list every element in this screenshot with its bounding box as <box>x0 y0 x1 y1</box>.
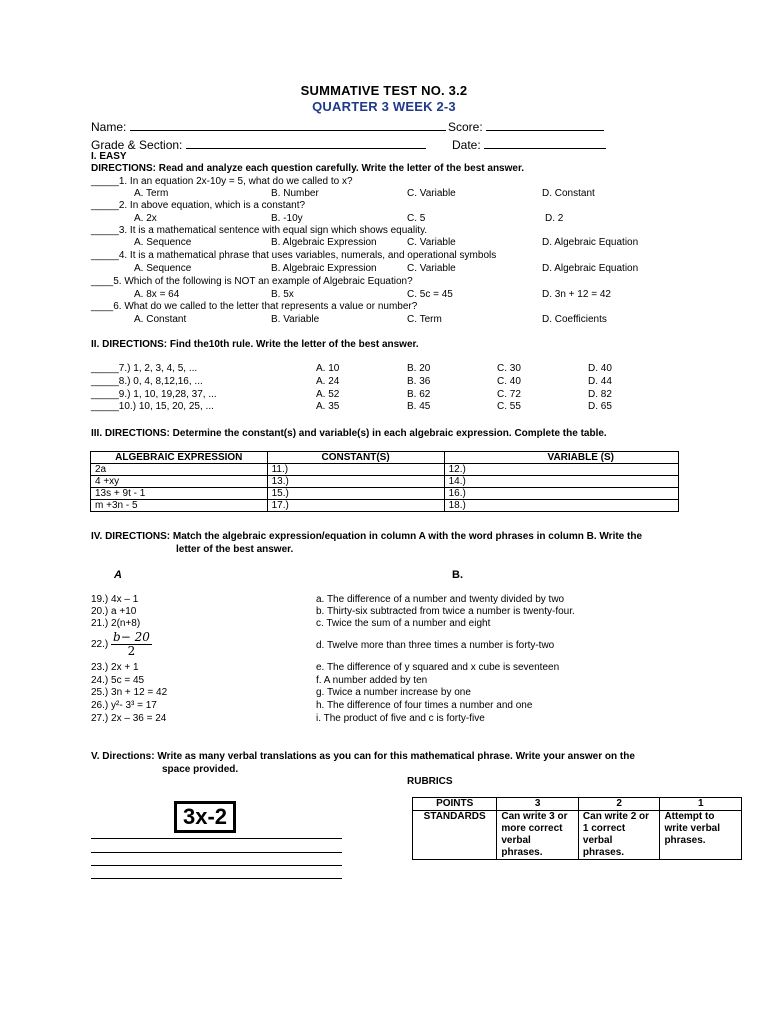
rubric-line: verbal phrases. <box>501 835 543 858</box>
sequence-question: _____7.) 1, 2, 3, 4, 5, ... <box>91 363 198 374</box>
choice-b: B. Algebraic Expression <box>271 237 377 248</box>
rubric-row <box>413 811 742 860</box>
constant-cell[interactable]: 13.) <box>267 476 444 488</box>
match-item-b: i. The product of five and c is forty-five <box>316 713 485 724</box>
choice-a: A. 8x = 64 <box>134 289 180 300</box>
date-row <box>452 137 606 152</box>
question-text: 2. In above equation, which is a constant? <box>118 200 306 211</box>
answer-blank[interactable]: _____ <box>91 225 119 236</box>
rubric-line: write verbal <box>664 823 721 834</box>
rubric-header: 3 <box>497 798 579 811</box>
choice-b: B. -10y <box>271 213 303 224</box>
part4-directions: IV. DIRECTIONS: Match the algebraic expression/equation in column A with the word phrases in column B. Write the <box>91 531 643 542</box>
match-item-a: 24.) 5c = 45 <box>91 675 145 686</box>
rubrics-label: RUBRICS <box>407 776 453 787</box>
score-label: Score: <box>448 120 483 134</box>
answer-blank[interactable]: _____ <box>91 250 119 261</box>
answer-line[interactable] <box>91 878 342 879</box>
choice-a: A. Constant <box>134 314 187 325</box>
variable-cell[interactable]: 12.) <box>444 464 678 476</box>
choice-c: C. 72 <box>497 389 521 400</box>
name-line[interactable] <box>130 119 446 131</box>
rubric-header-row <box>413 798 742 811</box>
part2-directions: II. DIRECTIONS: Find the10th rule. Write the letter of the best answer. <box>91 339 419 350</box>
rubric-line: Can write 2 or <box>582 811 650 822</box>
choice-d: D. 65 <box>588 401 612 412</box>
choice-a: A. 35 <box>316 401 340 412</box>
choice-b: B. 36 <box>407 376 431 387</box>
choice-a: A. 52 <box>316 389 340 400</box>
rubric-cell <box>497 811 579 860</box>
rubric-header: POINTS <box>413 798 497 811</box>
match-item-a: 21.) 2(n+8) <box>91 618 141 629</box>
name-row <box>91 119 446 134</box>
fraction-numerator: b− 20 <box>113 629 150 644</box>
rubric-header: 1 <box>660 798 742 811</box>
column-header: VARIABLE (S) <box>444 452 678 464</box>
match-item-b: g. Twice a number increase by one <box>316 687 471 698</box>
choice-a: A. Term <box>134 188 169 199</box>
question-5 <box>91 276 413 288</box>
answer-blank[interactable]: _____ <box>91 176 119 187</box>
variable-cell[interactable]: 14.) <box>444 476 678 488</box>
variable-cell[interactable]: 18.) <box>444 500 678 512</box>
choice-c: C. 55 <box>497 401 521 412</box>
choice-a: A. Sequence <box>134 263 192 274</box>
expression-cell: m +3n - 5 <box>91 500 268 512</box>
answer-line[interactable] <box>91 852 342 853</box>
choice-c: C. Variable <box>407 263 456 274</box>
fraction <box>111 631 152 658</box>
part4-directions-cont: letter of the best answer. <box>176 544 294 555</box>
answer-line[interactable] <box>91 838 342 839</box>
part1-heading: I. EASY <box>91 151 127 162</box>
question-text: 5. Which of the following is NOT an example of Algebraic Equation? <box>113 276 413 287</box>
table-header-row <box>91 452 679 464</box>
question-text: 1. In an equation 2x-10y = 5, what do we called to x? <box>118 176 353 187</box>
expression-cell: 13s + 9t - 1 <box>91 488 268 500</box>
grade-label: Grade & Section: <box>91 138 183 152</box>
item-number: 22.) <box>91 639 109 650</box>
rubric-cell <box>578 811 660 860</box>
choice-a: A. 10 <box>316 363 340 374</box>
choice-d: D. 44 <box>588 376 612 387</box>
part5-directions-cont: space provided. <box>162 764 239 775</box>
sequence-question: _____10.) 10, 15, 20, 25, ... <box>91 401 214 412</box>
expression-cell: 2a <box>91 464 268 476</box>
choice-a: A. Sequence <box>134 237 192 248</box>
column-header: CONSTANT(S) <box>267 452 444 464</box>
match-item-b: f. A number added by ten <box>316 675 428 686</box>
date-line[interactable] <box>484 137 606 149</box>
name-label: Name: <box>91 120 127 134</box>
question-2 <box>91 200 305 212</box>
question-text: 4. It is a mathematical phrase that uses variables, numerals, and operational symbols <box>118 250 497 261</box>
match-item-a: 20.) a +10 <box>91 606 137 617</box>
test-subtitle: QUARTER 3 WEEK 2-3 <box>312 99 456 114</box>
grade-line[interactable] <box>186 137 426 149</box>
answer-blank[interactable]: _____ <box>91 200 119 211</box>
question-text: 6. What do we called to the letter that represents a value or number? <box>113 301 418 312</box>
table-row <box>91 500 679 512</box>
match-item-a: 23.) 2x + 1 <box>91 662 139 673</box>
match-item-a: 19.) 4x – 1 <box>91 594 139 605</box>
choice-d: D. 82 <box>588 389 612 400</box>
part3-directions: III. DIRECTIONS: Determine the constant(s) and variable(s) in each algebraic expression. Complete the table. <box>91 428 607 439</box>
rubric-line: 1 correct verbal <box>582 823 626 846</box>
choice-d: D. 3n + 12 = 42 <box>542 289 611 300</box>
choice-c: C. Variable <box>407 237 456 248</box>
choice-d: D. Constant <box>542 188 595 199</box>
question-1 <box>91 176 353 188</box>
choice-c: C. 30 <box>497 363 521 374</box>
constant-cell[interactable]: 17.) <box>267 500 444 512</box>
answer-line[interactable] <box>91 865 342 866</box>
rubrics-table <box>412 797 742 860</box>
rubric-cell <box>660 811 742 860</box>
rubric-line: phrases. <box>664 835 706 846</box>
choice-d: D. Algebraic Equation <box>542 263 639 274</box>
match-item-b: e. The difference of y squared and x cube is seventeen <box>316 662 560 673</box>
choice-d: D. 40 <box>588 363 612 374</box>
choice-b: B. 5x <box>271 289 294 300</box>
match-item-b: a. The difference of a number and twenty divided by two <box>316 594 565 605</box>
sequence-question: _____9.) 1, 10, 19,28, 37, ... <box>91 389 217 400</box>
constant-cell[interactable]: 11.) <box>267 464 444 476</box>
choice-c: C. Variable <box>407 188 456 199</box>
variable-cell[interactable]: 16.) <box>444 488 678 500</box>
rubric-line: more correct <box>501 823 563 834</box>
sequence-question: _____8.) 0, 4, 8,12,16, ... <box>91 376 203 387</box>
choice-b: B. Variable <box>271 314 320 325</box>
choice-a: A. 2x <box>134 213 157 224</box>
rubric-header: 2 <box>578 798 660 811</box>
constant-cell[interactable]: 15.) <box>267 488 444 500</box>
choice-b: B. Algebraic Expression <box>271 263 377 274</box>
expression-cell: 4 +xy <box>91 476 268 488</box>
question-6 <box>91 301 417 313</box>
choice-b: B. 62 <box>407 389 431 400</box>
choice-d: D. Coefficients <box>542 314 607 325</box>
choice-b: B. Number <box>271 188 319 199</box>
match-item-a: 26.) y²- 3³ = 17 <box>91 700 157 711</box>
answer-blank[interactable]: ____ <box>91 301 114 312</box>
rubric-line: Attempt to <box>664 811 715 822</box>
match-item-a: 25.) 3n + 12 = 42 <box>91 687 168 698</box>
choice-c: C. 5 <box>407 213 426 224</box>
score-row <box>448 119 604 134</box>
choice-c: C. Term <box>407 314 442 325</box>
choice-b: B. 20 <box>407 363 431 374</box>
choice-b: B. 45 <box>407 401 431 412</box>
part5-directions: V. Directions: Write as many verbal translations as you can for this mathematical phrase. Write your answer on the <box>91 751 635 762</box>
choice-c: C. 40 <box>497 376 521 387</box>
column-header: ALGEBRAIC EXPRESSION <box>91 452 268 464</box>
match-item-a-fraction <box>91 630 152 660</box>
constant-variable-table <box>90 451 679 512</box>
date-label: Date: <box>452 138 481 152</box>
match-item-b: d. Twelve more than three times a number is forty-two <box>316 640 555 651</box>
question-4 <box>91 250 496 262</box>
choice-d: D. Algebraic Equation <box>542 237 639 248</box>
match-item-b: c. Twice the sum of a number and eight <box>316 618 491 629</box>
answer-blank[interactable]: ____ <box>91 276 114 287</box>
math-phrase-box: 3x-2 <box>174 801 236 833</box>
part1-directions: DIRECTIONS: Read and analyze each question carefully. Write the letter of the best answer. <box>91 163 525 174</box>
rubric-line: Can write 3 or <box>501 811 568 822</box>
table-row <box>91 464 679 476</box>
fraction-denominator: 2 <box>127 643 136 658</box>
table-row <box>91 488 679 500</box>
column-a-label: A <box>114 569 122 581</box>
choice-d: D. 2 <box>545 213 564 224</box>
question-3 <box>91 225 427 237</box>
match-item-a: 27.) 2x – 36 = 24 <box>91 713 167 724</box>
match-item-b: h. The difference of four times a number and one <box>316 700 533 711</box>
test-title: SUMMATIVE TEST NO. 3.2 <box>300 83 468 98</box>
match-item-b: b. Thirty-six subtracted from twice a number is twenty-four. <box>316 606 575 617</box>
rubric-line: phrases. <box>582 847 625 858</box>
score-line[interactable] <box>486 119 604 131</box>
rubric-row-label: STANDARDS <box>413 811 497 860</box>
column-b-label: B. <box>452 569 463 581</box>
choice-a: A. 24 <box>316 376 340 387</box>
question-text: 3. It is a mathematical sentence with equal sign which shows equality. <box>118 225 428 236</box>
table-row <box>91 476 679 488</box>
choice-c: C. 5c = 45 <box>407 289 453 300</box>
grade-row <box>91 137 426 152</box>
